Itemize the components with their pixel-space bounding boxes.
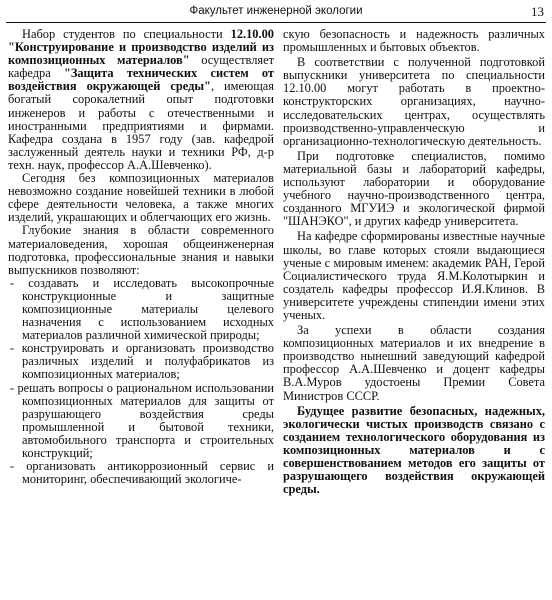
intro-text-e: , имеющая богатый сорокалетний опыт подготовки инженеров и работы с отечественными и иностранными предприятиями и фирмами. Кафедра создана в 1957 году (зав. кафедрой заслуженный деятель науки и техники РФ, д-р техн. наук, профессор А.А.Шевченко). (8, 79, 275, 172)
paragraph-training: При подготовке специалистов, помимо материальной базы и лабораторий кафедры, используют лаборатории и оборудование учебного научно-производственного центра, созданного МГУИЭ и экологической фирмой "ШАНЭКО", и других кафедр университета. (283, 148, 545, 229)
right-column (283, 28, 545, 496)
paragraph-graduates: В соответствии с полученной подготовкой выпускники университета по специальности 12.10.00 могут работать в проектно-конструкторских организациях, научно-исследовательских центрах, осуществлять производственно-управленческую и организационно-технологическую деятельность. (283, 55, 545, 148)
paragraph-future (283, 405, 545, 497)
page-number: 13 (531, 4, 544, 19)
department-name: "Защита технических систем от воздействия окружающей среды" (8, 66, 274, 94)
list-item: - организовать антикоррозионный сервис и мониторинг, обеспечивающий экологиче- (10, 459, 274, 487)
future-bold-text: Будущее развитие безопасных, надежных, экологически чистых производств связано с созданием технологического оборудования из композиционных материалов и с совершенствованием методов его защиты от разрушающего воздействия окружающей среды. (283, 403, 545, 497)
list-item: - создавать и исследовать высокопрочные конструкционные и защитные композиционные материалы целевого назначения с использованием исходных материалов различной химической природы; (10, 275, 274, 343)
paragraph-today: Сегодня без композиционных материалов невозможно создание новейшей техники в любой сфере деятельности человека, а также многих изделий, украшающих и облегчающих его жизнь. (8, 171, 274, 225)
intro-paragraph (8, 28, 274, 172)
intro-text-c: осуществляет кафедра (8, 53, 274, 81)
intro-text-a: Набор студентов по специальности (22, 27, 231, 41)
list-item: - решать вопросы о рациональном использовании композиционных материалов для защиты от разрушающего воздействия среды промышленной и бытовой техники, автомобильного транспорта и строительных конструкций; (10, 380, 274, 460)
paragraph-awards: За успехи в области создания композиционных материалов и их внедрение в производство нынешний заведующий кафедрой профессор А.А.Шевченко и доцент кафедры В.А.Муров удостоены Премии Совета Министров СССР. (283, 323, 545, 403)
running-title: Факультет инженерной экологии (189, 5, 363, 17)
paragraph-knowledge: Глубокие знания в области современного материаловедения, хорошая общеинженерная подготовка, профессиональные знания и навыки выпускников позволяют: (8, 223, 274, 277)
list-item: - конструировать и организовать производство различных изделий и полуфабрикатов из композиционных материалов; (10, 341, 274, 382)
page-header (6, 4, 546, 23)
paragraph-continuation: скую безопасность и надежность различных промышленных и бытовых объектов. (283, 27, 545, 55)
left-column (8, 28, 274, 486)
specialty-name: 12.10.00 "Конструирование и производство изделий из композиционных материалов" (8, 27, 274, 68)
paragraph-schools: На кафедре сформированы известные научные школы, во главе которых стояли выдающиеся ученые с мировым именем: академик РАН, Герой Социалистического труда Я.М.Колотыркин и создатель кафедры профессор И.Я.Клинов. В университете учреждены стипендии имени этих ученых. (283, 229, 545, 322)
